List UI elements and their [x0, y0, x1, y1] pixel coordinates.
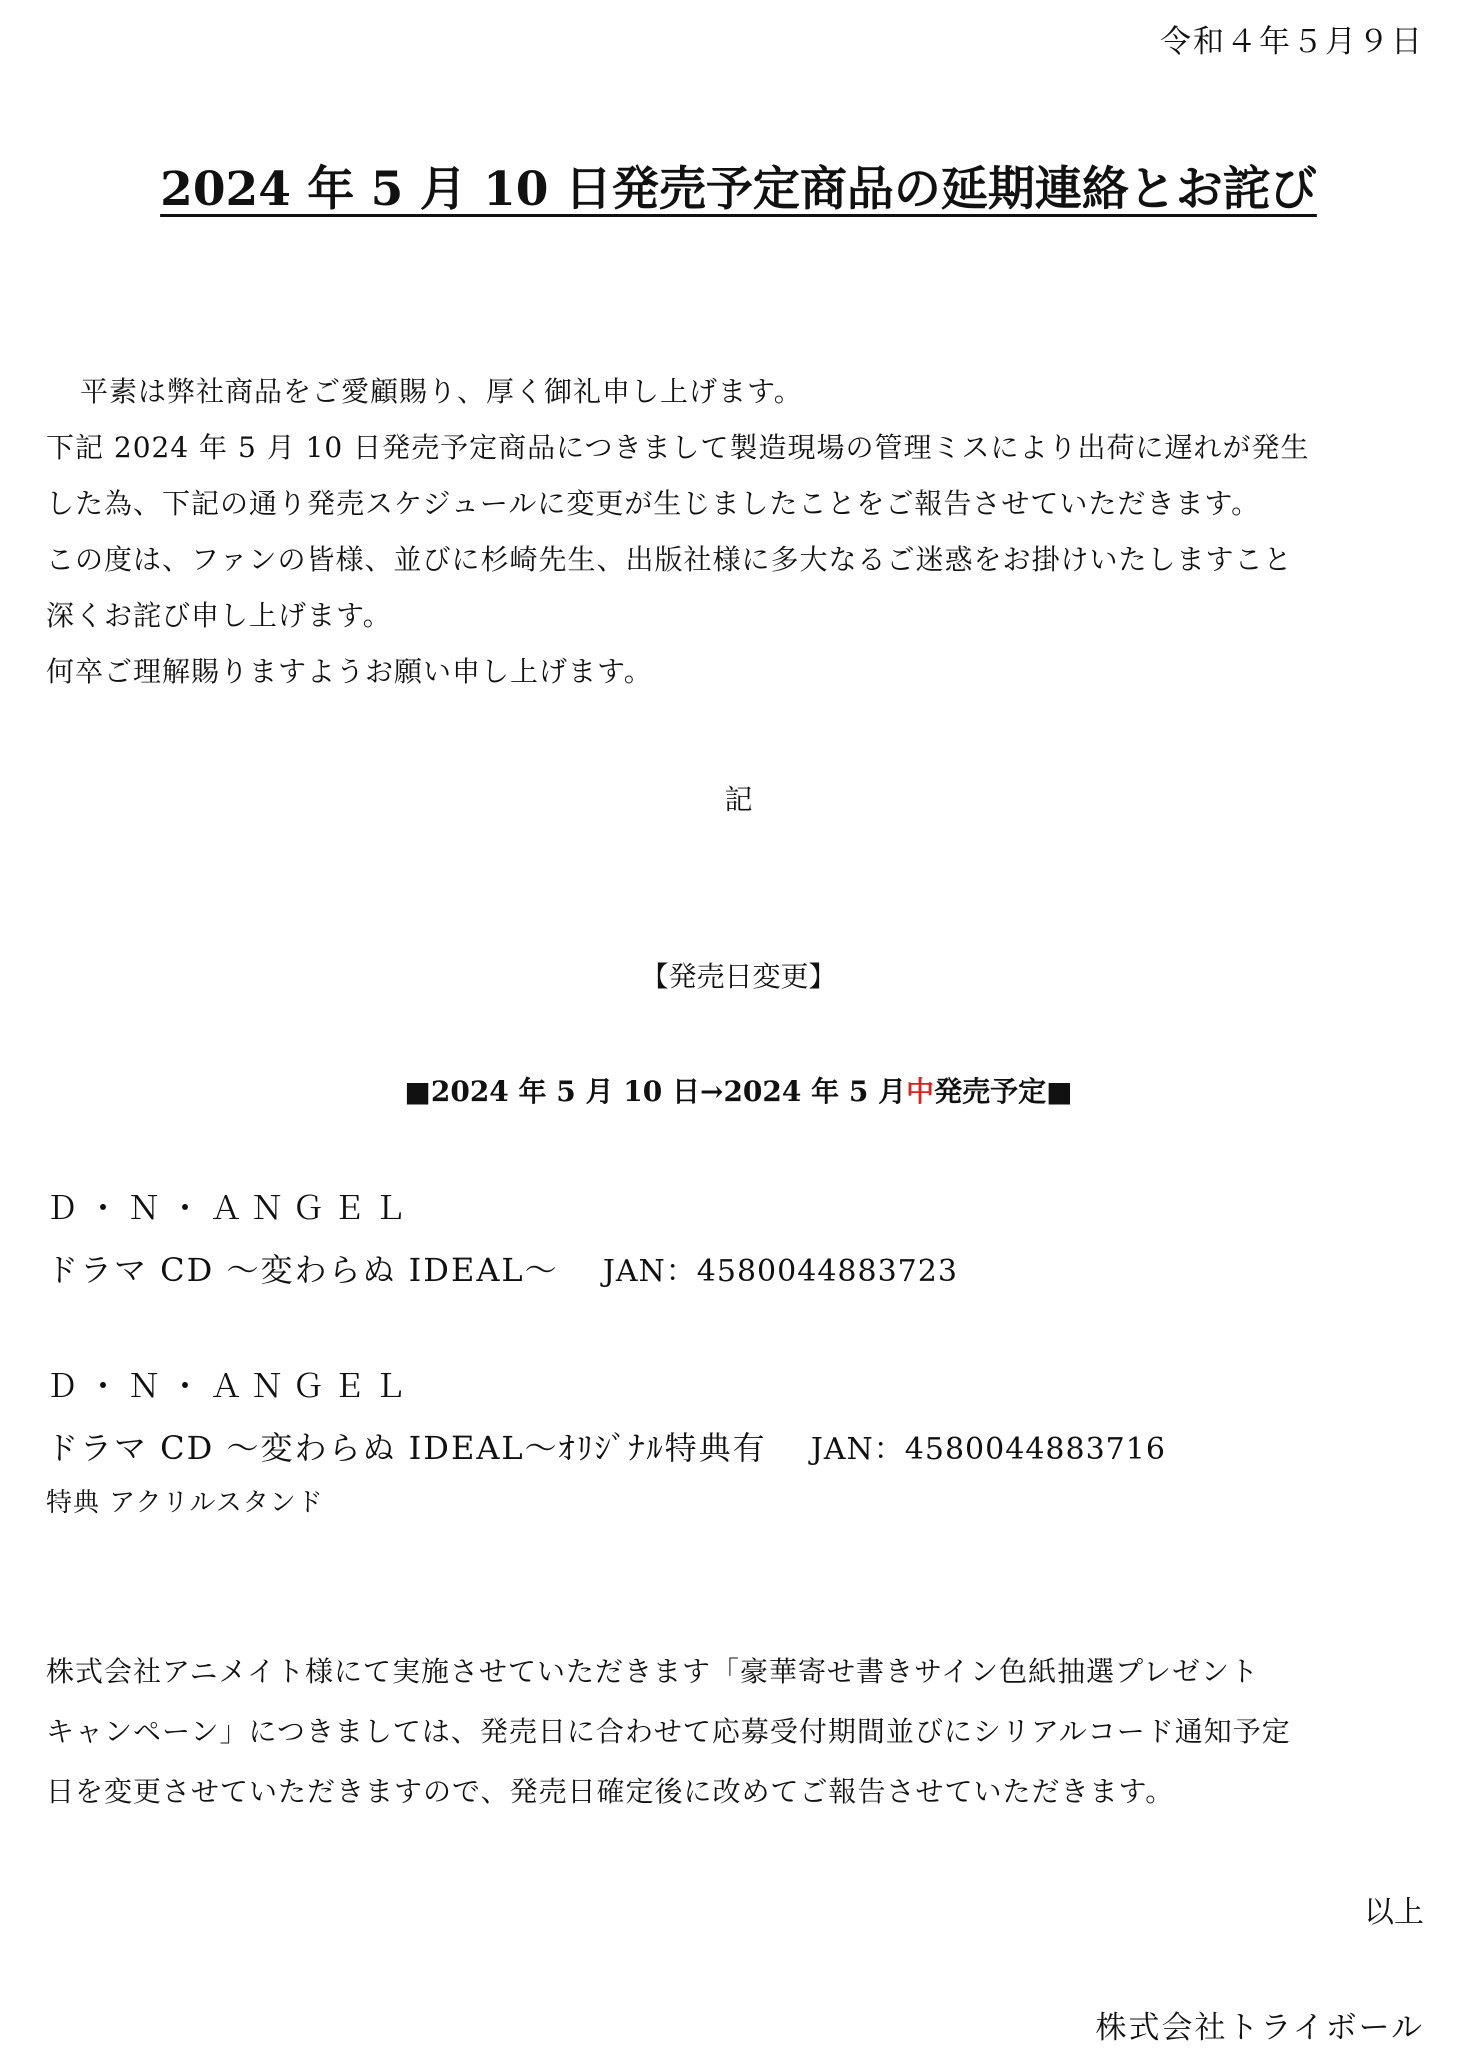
closing-ijo: 以上	[1364, 1895, 1424, 1930]
document-title	[0, 152, 1477, 219]
campaign-line-1: 株式会社アニメイト様にて実施させていただきます「豪華寄せ書きサイン色紙抽選プレゼント	[46, 1655, 1259, 1688]
product-2-brand: Ｄ・Ｎ・ＡＮＧＥＬ	[46, 1367, 416, 1405]
intro-line-1: 平素は弊社商品をご愛顧賜り、厚く御礼申し上げます。	[80, 375, 803, 408]
ki-marker: 記	[724, 783, 753, 816]
product-1-name: ドラマ CD ～変わらぬ IDEAL～	[46, 1251, 559, 1289]
product-1-brand: Ｄ・Ｎ・ＡＮＧＥＬ	[46, 1189, 416, 1227]
product-2-line	[46, 1423, 1166, 1469]
company-name: 株式会社トライボール	[1095, 2010, 1424, 2046]
intro-line-2: 下記 2024 年 5 月 10 日発売予定商品につきまして製造現場の管理ミスにより出荷に遅れが発生	[46, 431, 1310, 464]
schedule-after: 発売予定■	[934, 1075, 1073, 1108]
schedule-highlight: 中	[906, 1075, 935, 1108]
product-1-jan: JAN：4580044883723	[602, 1254, 958, 1289]
intro-line-3: した為、下記の通り発売スケジュールに変更が生じましたことをご報告させていただきます。	[46, 487, 1261, 520]
schedule-line	[0, 1070, 1477, 1110]
product-2-bonus: 特典 アクリルスタンド	[46, 1488, 324, 1518]
intro-line-5: 深くお詫び申し上げます。	[46, 599, 392, 632]
product-2-jan: JAN：4580044883716	[810, 1432, 1166, 1467]
campaign-line-2: キャンペーン」につきましては、発売日に合わせて応募受付期間並びにシリアルコード通知予定	[46, 1715, 1291, 1748]
campaign-line-3: 日を変更させていただきますので、発売日確定後に改めてご報告させていただきます。	[46, 1775, 1175, 1808]
product-2-name: ドラマ CD ～変わらぬ IDEAL～ｵﾘｼﾞﾅﾙ特典有	[46, 1429, 767, 1467]
change-heading: 【発売日変更】	[640, 960, 837, 993]
product-1-line	[46, 1245, 958, 1291]
schedule-before: ■2024 年 5 月 10 日→2024 年 5 月	[404, 1075, 907, 1108]
intro-line-4: この度は、ファンの皆様、並びに杉崎先生、出版社様に多大なるご迷惑をお掛けいたしますこと	[46, 543, 1293, 576]
document-date: 令和４年５月９日	[1160, 24, 1424, 60]
document-title-text: 2024 年 5 月 10 日発売予定商品の延期連絡とお詫び	[160, 162, 1317, 217]
intro-line-6: 何卒ご理解賜りますようお願い申し上げます。	[46, 655, 653, 688]
